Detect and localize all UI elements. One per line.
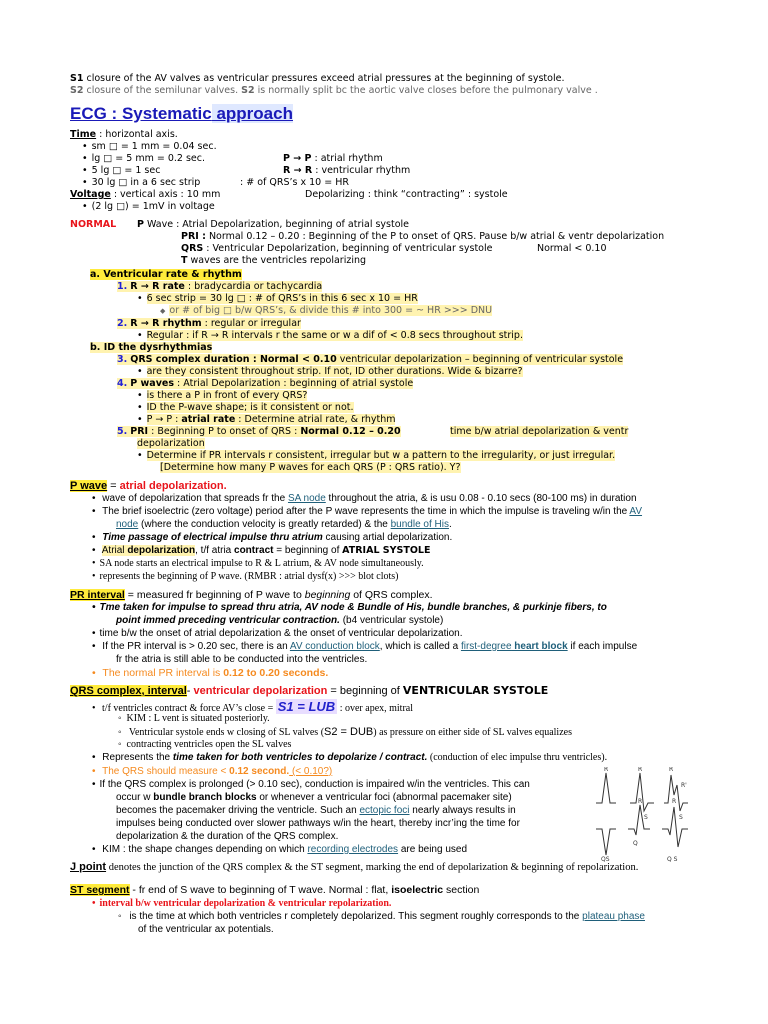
st-bullet-1: • interval b/w ventricular depolarization & ventricular repolarization. [92, 898, 391, 910]
step-5-num: 5. [117, 426, 128, 437]
voltage-desc: : vertical axis : 10 mm [110, 189, 221, 200]
st-desc-a: - fr end of S wave to beginning of T wave. Normal : flat, [129, 884, 392, 896]
pwave-bullet-5: • SA node starts an electrical impulse to R & L atrium, & AV node simultaneously. [92, 558, 424, 570]
step-4 [117, 378, 413, 389]
pwave-bullet-1 [92, 493, 637, 505]
title-part-1: ECG : Systematic [70, 104, 212, 123]
s1-lub-badge: S1 = LUB [277, 699, 336, 714]
step-a-heading [90, 269, 242, 280]
step-4c-b: atrial rate [181, 414, 236, 425]
fig-label-q: Q [633, 840, 638, 847]
step-5-title: PRI [130, 426, 149, 437]
step-3-title: QRS complex duration : Normal < 0.10 [130, 354, 337, 365]
step-1-desc: : bradycardia or tachycardia [184, 281, 323, 292]
fig-label-r2: R [638, 767, 643, 773]
step-3-desc: ventricular depolarization – beginning of ventricular systole [336, 354, 624, 365]
qrs-bullet-2 [92, 752, 607, 764]
qrs-shape-qs [596, 829, 616, 855]
qrs-heading [70, 685, 548, 698]
step-4-bullet-b [137, 402, 354, 413]
qrs-title: QRS complex, interval [70, 685, 187, 697]
st-sub-1-cont: of the ventricular ax potentials. [138, 924, 274, 935]
fig-label-qs2: Q S [667, 856, 678, 862]
pr-bullet-2: • time b/w the onset of atrial depolarization & the onset of ventricular depolarization. [92, 628, 463, 640]
pr-b3b: , which is called a [379, 641, 461, 652]
pp-rhythm [283, 153, 383, 164]
step-2-title: R → R rhythm [130, 318, 202, 329]
s2-label: S2 [70, 85, 84, 96]
pwave-b4a: Atrial [101, 545, 128, 556]
p-desc: Wave : Atrial Depolarization, beginning of atrial systole [143, 219, 410, 230]
pwave-bullet-2 [92, 506, 642, 518]
fig-label-r3: R [669, 767, 674, 773]
intro-text-2b: is normally split bc the aortic valve closes before the pulmonary valve . [254, 85, 598, 96]
pri-desc: Normal 0.12 – 0.20 : Beginning of the P to onset of QRS. Pause b/w atrial & ventr depolarization [205, 231, 665, 242]
qrs-sub-2 [118, 726, 572, 739]
step-1-title: R → R rate [130, 281, 185, 292]
pr-bullet-3-cont: fr the atria is still able to be conducted into the ventricles. [116, 654, 368, 665]
qrs-shape-rs [630, 773, 654, 811]
title-part-2: approach [211, 104, 293, 123]
qrs-eq: = beginning of [327, 685, 403, 697]
qrs-bullet-4-l4: impulses being conducted over slower pathways w/in the heart, thereby incr’ing the time for [116, 818, 520, 829]
fig-label-s1: S [644, 814, 648, 821]
pwave-bullet-6: • represents the beginning of P wave. (RMBR : atrial dysf(x) >>> blot clots) [92, 571, 399, 583]
qrs-b3c: (< 0.10?) [289, 766, 333, 777]
pwave-b1a: wave of depolarization that spreads fr the [102, 493, 288, 504]
st-desc-c: section [443, 884, 480, 896]
p-label: P [137, 219, 144, 230]
qrs-bullet-4: • If the QRS complex is prolonged (> 0.10 sec), conduction is impaired w/in the ventricles. This can [92, 779, 530, 791]
intro-text-1: closure of the AV valves as ventricular pressures exceed atrial pressures at the beginning of systole. [83, 73, 565, 84]
step-5-cont-text: depolarization [137, 438, 205, 449]
step-3-num: 3. [117, 354, 128, 365]
step-5-normal: Normal 0.12 – 0.20 [300, 426, 401, 437]
av-link[interactable]: AV [629, 506, 643, 517]
fig-label-r1: R [604, 767, 609, 773]
pwave-b2c: (where the conduction velocity is greatly retarded) & the [138, 519, 391, 530]
pwave-b4d: contract [234, 545, 274, 556]
step-4c-c: : Determine atrial rate, & rhythm [235, 414, 396, 425]
pwave-bullet-4 [92, 545, 430, 557]
normal-pri [181, 231, 664, 242]
qrs-s2a: Ventricular systole ends w closing of SL valves ( [128, 727, 325, 738]
step-b-text: b. ID the dysrhythmias [90, 342, 213, 353]
step-4-bullet-c [137, 414, 395, 425]
qrs-bullet-4-l2 [116, 792, 512, 804]
normal-qrs-value: Normal < 0.10 [537, 243, 607, 254]
qrs-definition: ventricular depolarization [193, 685, 328, 697]
hr-calc: : # of QRS’s x 10 = HR [240, 177, 349, 188]
pwave-bullet-3 [92, 532, 452, 544]
pwave-b1b: throughout the atria, & is usu 0.08 - 0.10 secs (80-100 ms) in duration [325, 493, 637, 504]
pwave-heading [70, 480, 227, 493]
av-conduction-block-link[interactable]: AV conduction block [289, 641, 380, 652]
qrs-b1b: : over apex, mitral [337, 703, 414, 714]
qrs-b2c: (conduction of elec impulse thru ventricles). [427, 752, 608, 763]
pr-bullet-1: • Tme taken for impulse to spread thru atria, AV node & Bundle of His, bundle branches, & purkinje fibers, to [92, 602, 607, 614]
st-sub-1 [118, 911, 645, 923]
qrs-b3b: 0.12 second. [229, 766, 290, 777]
sa-node-link[interactable]: SA node [287, 493, 326, 504]
qrs-s2b: S2 = DUB [324, 726, 374, 738]
time-bullet-2: • lg □ = 5 mm = 0.2 sec. [82, 153, 205, 164]
qrs-dash: - [186, 685, 194, 697]
step-5-bullet-b [160, 462, 461, 473]
heart-block-link[interactable]: heart block [511, 641, 568, 652]
pwave-bullet-2-cont [116, 519, 452, 531]
qrs-b5a: KIM : the shape changes depending on which [102, 844, 308, 855]
step-2-num: 2. [117, 318, 128, 329]
step-5 [117, 426, 401, 437]
pr-b3c: if each impulse [567, 641, 638, 652]
fig-label-r5: R [672, 798, 677, 805]
time-bullet-4: • 30 lg □ in a 6 sec strip [82, 177, 200, 188]
pr-title: PR interval [70, 589, 125, 601]
qrs-s2c: ) as pressure on either side of SL valves equalizes [373, 727, 572, 738]
fig-label-r4: R [638, 798, 643, 805]
page-title [70, 104, 293, 124]
intro-text-2a: closure of the semilunar valves. [83, 85, 242, 96]
pr-b4b: 0.12 to 0.20 seconds. [223, 667, 329, 679]
pr-b1c: point immed preceding ventricular contraction. [116, 615, 340, 626]
bundle-of-his-link[interactable]: bundle of His [390, 519, 449, 530]
st-s1: is the time at which both ventricles r completely depolarized. This segment roughly corresponds to the [129, 911, 583, 922]
step-a-text: a. Ventricular rate & rhythm [90, 269, 242, 280]
normal-qrs [181, 243, 492, 254]
time-bullet-3: • 5 lg □ = 1 sec [82, 165, 160, 176]
qrs-shape-rsr [664, 775, 688, 811]
qrs-desc: : Ventricular Depolarization, beginning of ventricular systole [203, 243, 493, 254]
ectopic-foci-link[interactable]: ectopic foci [359, 805, 410, 816]
plateau-phase-link[interactable]: plateau phase [582, 911, 645, 922]
fig-label-s2: S [679, 814, 683, 821]
pwave-b4b: depolarization [127, 545, 196, 556]
t-desc: waves are the ventricles repolarizing [187, 255, 367, 266]
step-2-desc: : regular or irregular [201, 318, 301, 329]
st-heading [70, 884, 479, 896]
normal-label: NORMAL [70, 219, 117, 230]
fig-label-rprime: R' [681, 782, 687, 789]
av-node-link[interactable]: node [116, 519, 139, 530]
pr-b3a: If the PR interval is > 0.20 sec, there is an [102, 641, 290, 652]
pwave-b4c: , t/f atria [195, 545, 235, 556]
step-1-bullet-b [160, 305, 492, 316]
pri-label: PRI : [181, 231, 206, 242]
step-4b-text: ID the P-wave shape; is it consistent or not. [146, 402, 354, 413]
jpoint-title: J point [70, 861, 107, 873]
t-label: T [181, 255, 188, 266]
step-4-desc: : Atrial Depolarization : beginning of atrial systole [174, 378, 414, 389]
pwave-title: P wave [70, 480, 108, 492]
step-5b-text: [Determine how many P waves for each QRS (P : QRS ratio). Y? [160, 462, 461, 473]
qrs-b4b-b: bundle branch blocks [153, 792, 257, 803]
qrs-b4b-a: occur w [116, 792, 154, 803]
step-2 [117, 318, 301, 329]
step-3a-text: are they consistent throughout strip. If not, ID other durations. Wide & bizarre? [146, 366, 523, 377]
step-4-title: P waves [130, 378, 175, 389]
time-desc: : horizontal axis. [96, 129, 178, 140]
qrs-b5b: are being used [398, 844, 468, 855]
rr-rhythm [283, 165, 410, 176]
intro-line-1 [70, 73, 564, 84]
pr-desc-b: of QRS complex. [350, 589, 433, 601]
pwave-b3: causing artial depolarization. [322, 532, 453, 543]
voltage-bullet-1: • (2 lg □) = 1mV in voltage [82, 201, 215, 212]
qrs-morphology-figure [590, 767, 700, 862]
step-1-num: 1. [117, 281, 128, 292]
pr-b1d: (b4 ventricular systole) [339, 615, 444, 626]
step-4-num: 4. [117, 378, 128, 389]
time-heading [70, 129, 178, 140]
first-degree-link[interactable]: first-degree [460, 641, 512, 652]
recording-electrodes-link[interactable]: recording electrodes [307, 844, 399, 855]
qrs-b4c-a: becomes the pacemaker driving the ventricle. Such an [116, 805, 360, 816]
pwave-b2d: . [448, 519, 452, 530]
step-5-right [450, 426, 628, 437]
step-3-bullet-a [137, 366, 523, 377]
rr-desc: : ventricular rhythm [312, 165, 411, 176]
pr-desc-i: beginning [304, 589, 351, 601]
step-5-desc: : Beginning P to onset of QRS : [148, 426, 301, 437]
st-desc-b: isoelectric [391, 884, 444, 896]
step-1-bullet-a [137, 293, 418, 304]
time-label: Time [70, 129, 97, 140]
pr-bullet-3 [92, 641, 637, 653]
pr-heading [70, 589, 433, 601]
step-4a-text: is there a P in front of every QRS? [146, 390, 308, 401]
step-4c-a: P → P : [146, 414, 182, 425]
qrs-b4c-b: nearly always results in [409, 805, 516, 816]
step-4-bullet-a [137, 390, 307, 401]
fig-label-qs: QS [601, 856, 610, 862]
pr-desc-a: = measured fr beginning of P wave to [124, 589, 305, 601]
qrs-sub-1: ◦ KIM : L vent is situated posteriorly. [118, 713, 270, 725]
st-title: ST segment [70, 884, 130, 896]
step-b-heading [90, 342, 212, 353]
qrs-b1a: t/f ventricles contract & force AV’s close = [102, 703, 276, 714]
qrs-bullet-4-l3 [116, 805, 516, 817]
qrs-label: QRS [181, 243, 204, 254]
qrs-bullet-4-l5: depolarization & the duration of the QRS complex. [116, 831, 339, 842]
step-1 [117, 281, 322, 292]
step-5-cont [137, 438, 205, 449]
qrs-shape-r [596, 773, 616, 803]
jpoint-text: denotes the junction of the QRS complex & the ST segment, marking the end of depolarization & beginning of repolarization. [106, 862, 639, 873]
step-5a-text: Determine if PR intervals r consistent, irregular but w a pattern to the irregularity, or just irregular. [146, 450, 616, 461]
qrs-b2a: Represents the [102, 752, 173, 763]
pwave-b2a: The brief isoelectric (zero voltage) period after the P wave represents the time in which the impulse is traveling w/in the [102, 506, 630, 517]
step-2a-text: Regular : if R → R intervals r the same or w a dif of < 0.8 secs throughout strip. [146, 330, 523, 341]
normal-p-wave [137, 219, 409, 230]
s1-label: S1 [70, 73, 84, 84]
step-2-bullet-a [137, 330, 523, 341]
qrs-b3a: The QRS should measure < [102, 766, 230, 777]
step-1b-text: or # of big □ b/w QRS’s, & divide this # into 300 = ~ HR >>> DNU [169, 305, 493, 316]
intro-line-2 [70, 85, 598, 96]
qrs-sub-3: ◦ contracting ventricles open the SL valves [118, 739, 291, 751]
time-bullet-1: • sm □ = 1 mm = 0.04 sec. [82, 141, 217, 152]
pr-b4a: The normal PR interval is [102, 667, 224, 679]
qrs-systole: VENTRICULAR SYSTOLE [402, 684, 549, 697]
pwave-b4f: ATRIAL SYSTOLE [342, 545, 431, 556]
qrs-b4b-c: or whenever a ventricular foci (abnormal pacemaker site) [256, 792, 512, 803]
pr-bullet-1-cont [116, 615, 443, 627]
pwave-b4e: = beginning of [273, 545, 343, 556]
s2-label-b: S2 [241, 85, 255, 96]
jpoint-line [70, 861, 638, 874]
qrs-bullet-3 [92, 766, 332, 778]
pwave-definition: atrial depolarization. [119, 480, 227, 492]
qrs-shape-qrs [662, 807, 688, 847]
qrs-b2b: time taken for both ventricles to depolarize / contract. [172, 752, 428, 763]
step-3 [117, 354, 623, 365]
qrs-bullet-5 [92, 844, 467, 856]
pwave-eq: = [107, 480, 120, 492]
step-1a-text: 6 sec strip = 30 lg □ : # of QRS’s in this 6 sec x 10 = HR [146, 293, 418, 304]
pwave-b3-bold: Time passage of electrical impulse thru atrium [102, 532, 323, 543]
pp-label: P → P [283, 153, 312, 164]
pr-bullet-4 [92, 667, 328, 679]
depolarizing-note: Depolarizing : think “contracting” : systole [305, 189, 508, 200]
rr-label: R → R [283, 165, 313, 176]
pp-desc: : atrial rhythm [311, 153, 383, 164]
voltage-heading [70, 189, 220, 200]
step-5-right-text: time b/w atrial depolarization & ventr [450, 426, 629, 437]
step-5-bullet-a [137, 450, 615, 461]
voltage-label: Voltage [70, 189, 111, 200]
normal-t-wave [181, 255, 366, 266]
